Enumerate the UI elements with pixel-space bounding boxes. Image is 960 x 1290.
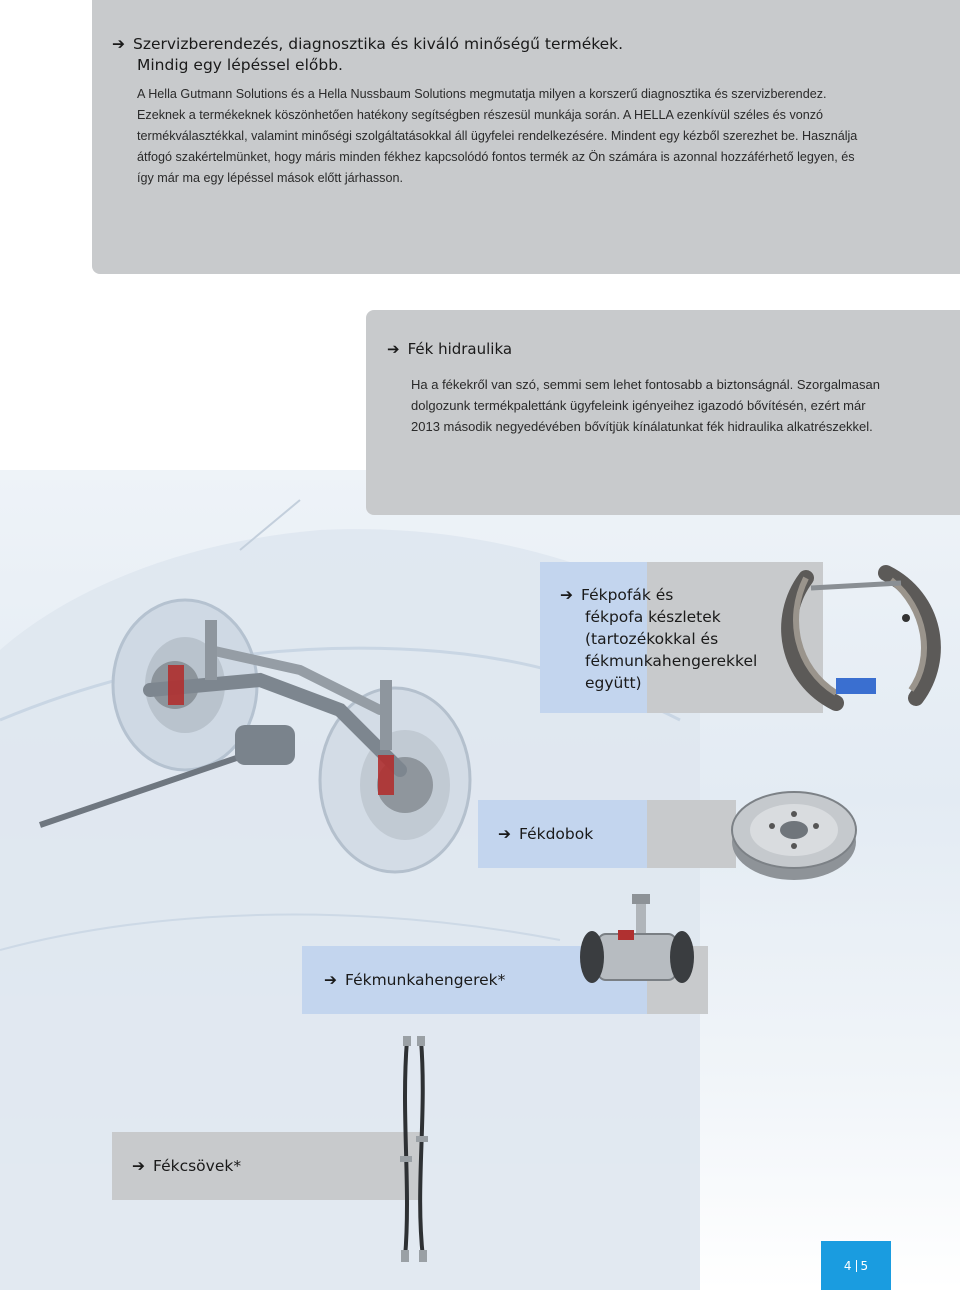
intro-heading-line2: Mindig egy lépéssel előbb. xyxy=(137,56,343,74)
product-label: ➔ Fékpofák és fékpofa készletek (tartozékokkal és fékmunkahengerekkel együtt) xyxy=(560,586,758,692)
arrow-right-icon: ➔ xyxy=(132,1157,145,1175)
arrow-right-icon: ➔ xyxy=(498,825,511,843)
intro-heading xyxy=(112,34,812,76)
brake-hydraulics-paragraph: Ha a fékekről van szó, semmi sem lehet fontosabb a biztonságnál. Szorgalmasan dolgozunk termékpalettánk ügyfeleink igényeihez igazodó bővítésén, ezért már 2013 második negyedévében bővítjük kínálatunkat fék hidraulika alkatrészekkel. xyxy=(411,377,880,434)
arrow-right-icon: ➔ xyxy=(387,340,400,358)
product-brake-drum xyxy=(478,800,736,868)
product-brake-hoses xyxy=(112,1132,420,1200)
arrow-right-icon: ➔ xyxy=(560,586,573,604)
product-label: ➔ Fékdobok xyxy=(498,825,594,843)
arrow-right-icon: ➔ xyxy=(112,35,125,53)
page-number-separator xyxy=(856,1260,857,1272)
product-label: ➔ Fékcsövek* xyxy=(132,1157,242,1175)
brake-hydraulics-title-text: Fék hidraulika xyxy=(407,340,513,358)
brake-drum-image xyxy=(728,782,860,884)
brake-shoe-kit-image xyxy=(776,548,946,718)
product-label: ➔ Fékmunkahengerek* xyxy=(324,971,506,989)
intro-body xyxy=(137,84,869,189)
intro-paragraph: A Hella Gutmann Solutions és a Hella Nussbaum Solutions megmutatja milyen a korszerű diagnosztika és szervizberendez. Ezeknek a termékeknek köszönhetően hatékony segítségben részesül munkája során. A HELLA ezenkívül széles és vonzó termékválasztékkal, valamint minőségi szolgáltatásokkal áll ügyfelei rendelkezésére. Mindent egy kézből szerezhet be. Használja átfogó szakértelmünket, hogy máris minden fékhez kapcsolódó fontos termék az Ön számára is azonnal hozzáférhető legyen, és így már ma egy lépéssel mások előtt járhasson. xyxy=(137,87,858,185)
brake-hydraulics-title xyxy=(387,340,512,358)
wheel-cylinder-image xyxy=(578,894,694,998)
page-number xyxy=(821,1241,891,1290)
brake-hydraulics-body xyxy=(411,374,881,437)
page-number-left: 4 xyxy=(843,1258,852,1273)
arrow-right-icon: ➔ xyxy=(324,971,337,989)
brake-hose-image xyxy=(395,1036,435,1262)
intro-heading-line1: Szervizberendezés, diagnosztika és kiváló minőségű termékek. xyxy=(133,35,624,53)
page-number-right: 5 xyxy=(860,1258,869,1273)
